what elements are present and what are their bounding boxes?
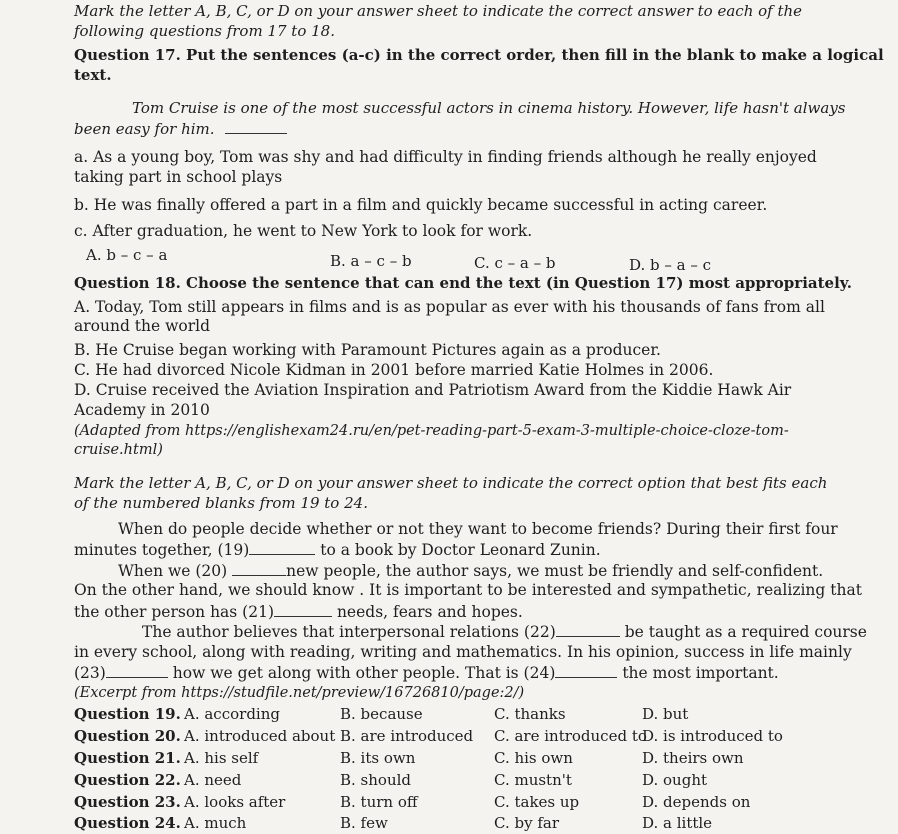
cloze-line8-b: how we get along with other people. That is (24) — [172, 664, 556, 682]
blank-22 — [556, 622, 620, 637]
blank-q17 — [225, 119, 287, 134]
cloze-line2-b: to a book by Doctor Leonard Zunin. — [320, 541, 601, 559]
option-a: A. looks after — [184, 793, 286, 811]
option-d: D. depends on — [642, 793, 751, 811]
option-d: D. is introduced to — [642, 727, 783, 745]
question-label: Question 24. — [74, 814, 181, 832]
passage-line2 — [74, 119, 287, 138]
option-b: B. should — [340, 771, 412, 789]
option-a: A. introduced about — [184, 727, 336, 745]
option-d: D. a little — [642, 814, 713, 832]
option-b: B. turn off — [340, 793, 418, 811]
blank-21 — [274, 602, 332, 617]
option-b: B. its own — [340, 749, 416, 767]
option-d: D. theirs own — [642, 749, 744, 767]
option-a: A. his self — [184, 749, 259, 767]
source-19-24: (Excerpt from https://studfile.net/preview/16726810/page:2/) — [74, 685, 525, 701]
instruction-19-24-line1: Mark the letter A, B, C, or D on your answer sheet to indicate the correct option that best fits each — [74, 474, 828, 492]
option-a: A. need — [184, 771, 242, 789]
cloze-line3-a: When we (20) — [118, 562, 228, 580]
option-c: C. thanks — [494, 705, 566, 723]
sentence-a-line1: a. As a young boy, Tom was shy and had difficulty in finding friends although he really enjoyed — [74, 148, 817, 166]
q18-option-b: B. He Cruise began working with Paramount Pictures again as a producer. — [74, 341, 661, 359]
option-b: B. few — [340, 814, 388, 832]
instruction-17-18-line2: following questions from 17 to 18. — [74, 22, 335, 40]
option-a: A. much — [184, 814, 247, 832]
cloze-line7: in every school, along with reading, writing and mathematics. In his opinion, success in life mainly — [74, 643, 852, 661]
question-label: Question 22. — [74, 771, 181, 789]
question-label: Question 23. — [74, 793, 181, 811]
option-c: C. mustn't — [494, 771, 572, 789]
q17-option-c: C. c – a – b — [474, 254, 556, 272]
sentence-a-line2: taking part in school plays — [74, 168, 283, 186]
q18-option-a-line2: around the world — [74, 317, 210, 335]
q17-option-a: A. b – c – a — [86, 246, 168, 264]
cloze-line6 — [142, 622, 867, 641]
q17-stem-line2: text. — [74, 66, 112, 84]
source-17-18-line1: (Adapted from https://englishexam24.ru/en/pet-reading-part-5-exam-3-multiple-choice-cloze-tom- — [74, 423, 789, 439]
instruction-17-18-line1: Mark the letter A, B, C, or D on your answer sheet to indicate the correct answer to each of the — [74, 2, 803, 20]
cloze-line1: When do people decide whether or not they want to become friends? During their first four — [118, 520, 838, 538]
cloze-line5 — [74, 602, 523, 621]
passage-line1: Tom Cruise is one of the most successful actors in cinema history. However, life hasn't always — [132, 99, 846, 117]
sentence-b: b. He was finally offered a part in a film and quickly became successful in acting career. — [74, 196, 768, 214]
blank-23 — [106, 663, 168, 678]
passage-line2-text: been easy for him. — [74, 120, 215, 138]
option-b: B. are introduced — [340, 727, 474, 745]
cloze-line5-a: the other person has (21) — [74, 603, 274, 621]
cloze-line6-b: be taught as a required course — [624, 623, 867, 641]
cloze-line8-c: the most important. — [622, 664, 779, 682]
question-label: Question 20. — [74, 727, 181, 745]
q18-option-d-line1: D. Cruise received the Aviation Inspiration and Patriotism Award from the Kiddie Hawk Air — [74, 381, 792, 399]
cloze-line4: On the other hand, we should know . It is important to be interested and sympathetic, realizing that — [74, 581, 862, 599]
cloze-line6-a: The author believes that interpersonal relations (22) — [142, 623, 556, 641]
option-c: C. takes up — [494, 793, 580, 811]
question-label: Question 19. — [74, 705, 181, 723]
cloze-line8-a: (23) — [74, 664, 106, 682]
option-d: D. ought — [642, 771, 708, 789]
q17-stem-line1: Question 17. Put the sentences (a-c) in the correct order, then fill in the blank to make a logical — [74, 46, 884, 64]
option-d: D. but — [642, 705, 689, 723]
q17-option-d: D. b – a – c — [629, 256, 712, 274]
option-b: B. because — [340, 705, 423, 723]
cloze-line2 — [74, 540, 601, 559]
cloze-line8 — [74, 663, 779, 682]
cloze-line5-b: needs, fears and hopes. — [336, 603, 523, 621]
cloze-line3 — [118, 561, 823, 580]
option-a: A. according — [184, 705, 280, 723]
q18-option-d-line2: Academy in 2010 — [74, 401, 210, 419]
q17-option-b: B. a – c – b — [330, 252, 412, 270]
q18-option-c: C. He had divorced Nicole Kidman in 2001 before married Katie Holmes in 2006. — [74, 361, 714, 379]
blank-20 — [232, 561, 286, 576]
cloze-line2-a: minutes together, (19) — [74, 541, 250, 559]
blank-24 — [555, 663, 617, 678]
question-label: Question 21. — [74, 749, 181, 767]
option-c: C. his own — [494, 749, 573, 767]
instruction-19-24-line2: of the numbered blanks from 19 to 24. — [74, 494, 368, 512]
sentence-c: c. After graduation, he went to New York to look for work. — [74, 222, 533, 240]
q18-stem: Question 18. Choose the sentence that can end the text (in Question 17) most appropriately. — [74, 274, 852, 292]
option-c: C. are introduced to — [494, 727, 647, 745]
source-17-18-line2: cruise.html) — [74, 442, 163, 458]
blank-19 — [249, 540, 315, 555]
q18-option-a-line1: A. Today, Tom still appears in films and is as popular as ever with his thousands of fans from all — [74, 298, 825, 316]
cloze-line3-b: new people, the author says, we must be friendly and self-confident. — [286, 562, 824, 580]
option-c: C. by far — [494, 814, 559, 832]
